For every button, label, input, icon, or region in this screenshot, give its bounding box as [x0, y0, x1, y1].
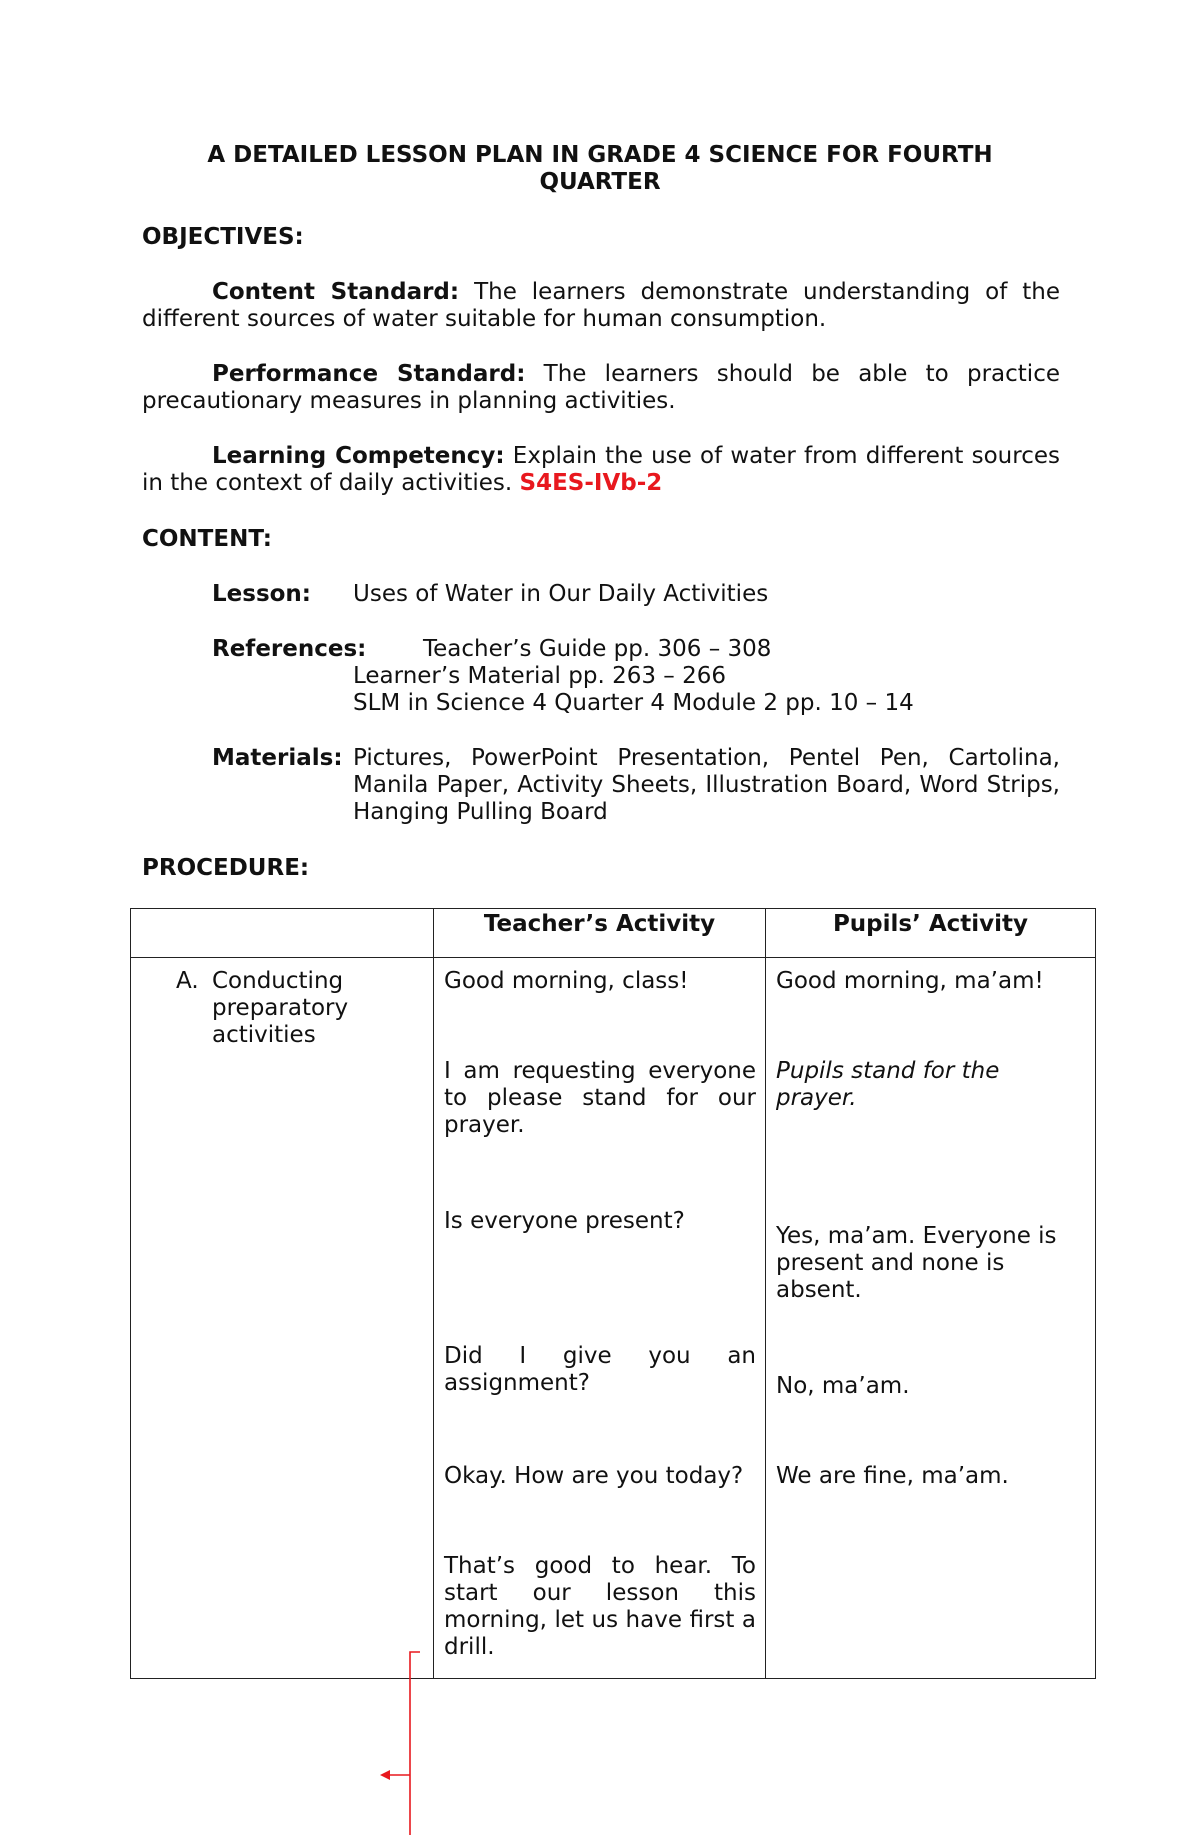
content-standard-label: Content Standard:	[212, 279, 460, 305]
stage-label: Conducting preparatory activities	[212, 968, 349, 1048]
content-heading: CONTENT:	[142, 526, 272, 552]
objectives-heading: OBJECTIVES:	[142, 224, 304, 250]
content-standard-paragraph	[142, 279, 1060, 333]
teacher-line: I am requesting everyone to please stand for our prayer.	[444, 1058, 756, 1138]
teacher-line: Good morning, class!	[444, 968, 689, 994]
teacher-line: Okay. How are you today?	[444, 1463, 744, 1489]
references-label: References:	[212, 636, 367, 662]
teacher-line: Did I give you an assignment?	[444, 1343, 756, 1396]
pupil-line: No, ma’am.	[776, 1373, 910, 1399]
title-line-1: A DETAILED LESSON PLAN IN GRADE 4 SCIENCE FOR FOURTH	[207, 142, 993, 168]
pupil-line: We are fine, ma’am.	[776, 1463, 1009, 1489]
reference-item-2: Learner’s Material pp. 263 – 266	[353, 663, 726, 689]
materials-label: Materials:	[212, 745, 343, 771]
header-blank-cell	[131, 909, 434, 958]
table-row	[131, 958, 1096, 1679]
pupils-activity-cell	[766, 958, 1096, 1679]
procedure-table	[130, 908, 1096, 1679]
materials-value: Pictures, PowerPoint Presentation, Pentel Pen, Cartolina, Manila Paper, Activity Sheets, Illustration Board, Word Strips, Hanging Pulling Board	[353, 745, 1060, 825]
reference-item-1: Teacher’s Guide pp. 306 – 308	[423, 636, 772, 662]
stage-cell	[131, 958, 434, 1679]
learning-competency-label: Learning Competency:	[212, 443, 505, 469]
teacher-activity-cell	[434, 958, 766, 1679]
pupil-line: Yes, ma’am. Everyone is present and none is absent.	[776, 1223, 1057, 1303]
title-line-2: QUARTER	[539, 169, 661, 195]
header-teacher-activity: Teacher’s Activity	[434, 909, 766, 958]
performance-standard-text: The learners should be able to practice precautionary measures in planning activities.	[142, 361, 1060, 414]
header-pupils-activity: Pupils’ Activity	[766, 909, 1096, 958]
teacher-line: Is everyone present?	[444, 1208, 685, 1234]
document-title	[140, 142, 1060, 196]
reference-item-3: SLM in Science 4 Quarter 4 Module 2 pp. 10 – 14	[353, 690, 914, 716]
procedure-heading: PROCEDURE:	[142, 855, 310, 881]
pupil-line: Pupils stand for the prayer.	[776, 1058, 1000, 1111]
competency-code: S4ES-IVb-2	[519, 470, 663, 496]
teacher-line: That’s good to hear. To start our lesson this morning, let us have first a drill.	[444, 1553, 756, 1660]
lesson-label: Lesson:	[212, 581, 312, 607]
learning-competency-paragraph	[142, 443, 1060, 497]
annotation-arrow-icon	[370, 1650, 430, 1835]
performance-standard-paragraph	[142, 361, 1060, 415]
stage-letter: A.	[176, 968, 199, 994]
performance-standard-label: Performance Standard:	[212, 361, 526, 387]
content-standard-text: The learners demonstrate understanding of the different sources of water suitable for human consumption.	[142, 279, 1061, 332]
table-header-row	[131, 909, 1096, 958]
learning-competency-text: Explain the use of water from different sources in the context of daily activities.	[142, 443, 1060, 496]
lesson-value: Uses of Water in Our Daily Activities	[353, 581, 769, 607]
pupil-line: Good morning, ma’am!	[776, 968, 1044, 994]
